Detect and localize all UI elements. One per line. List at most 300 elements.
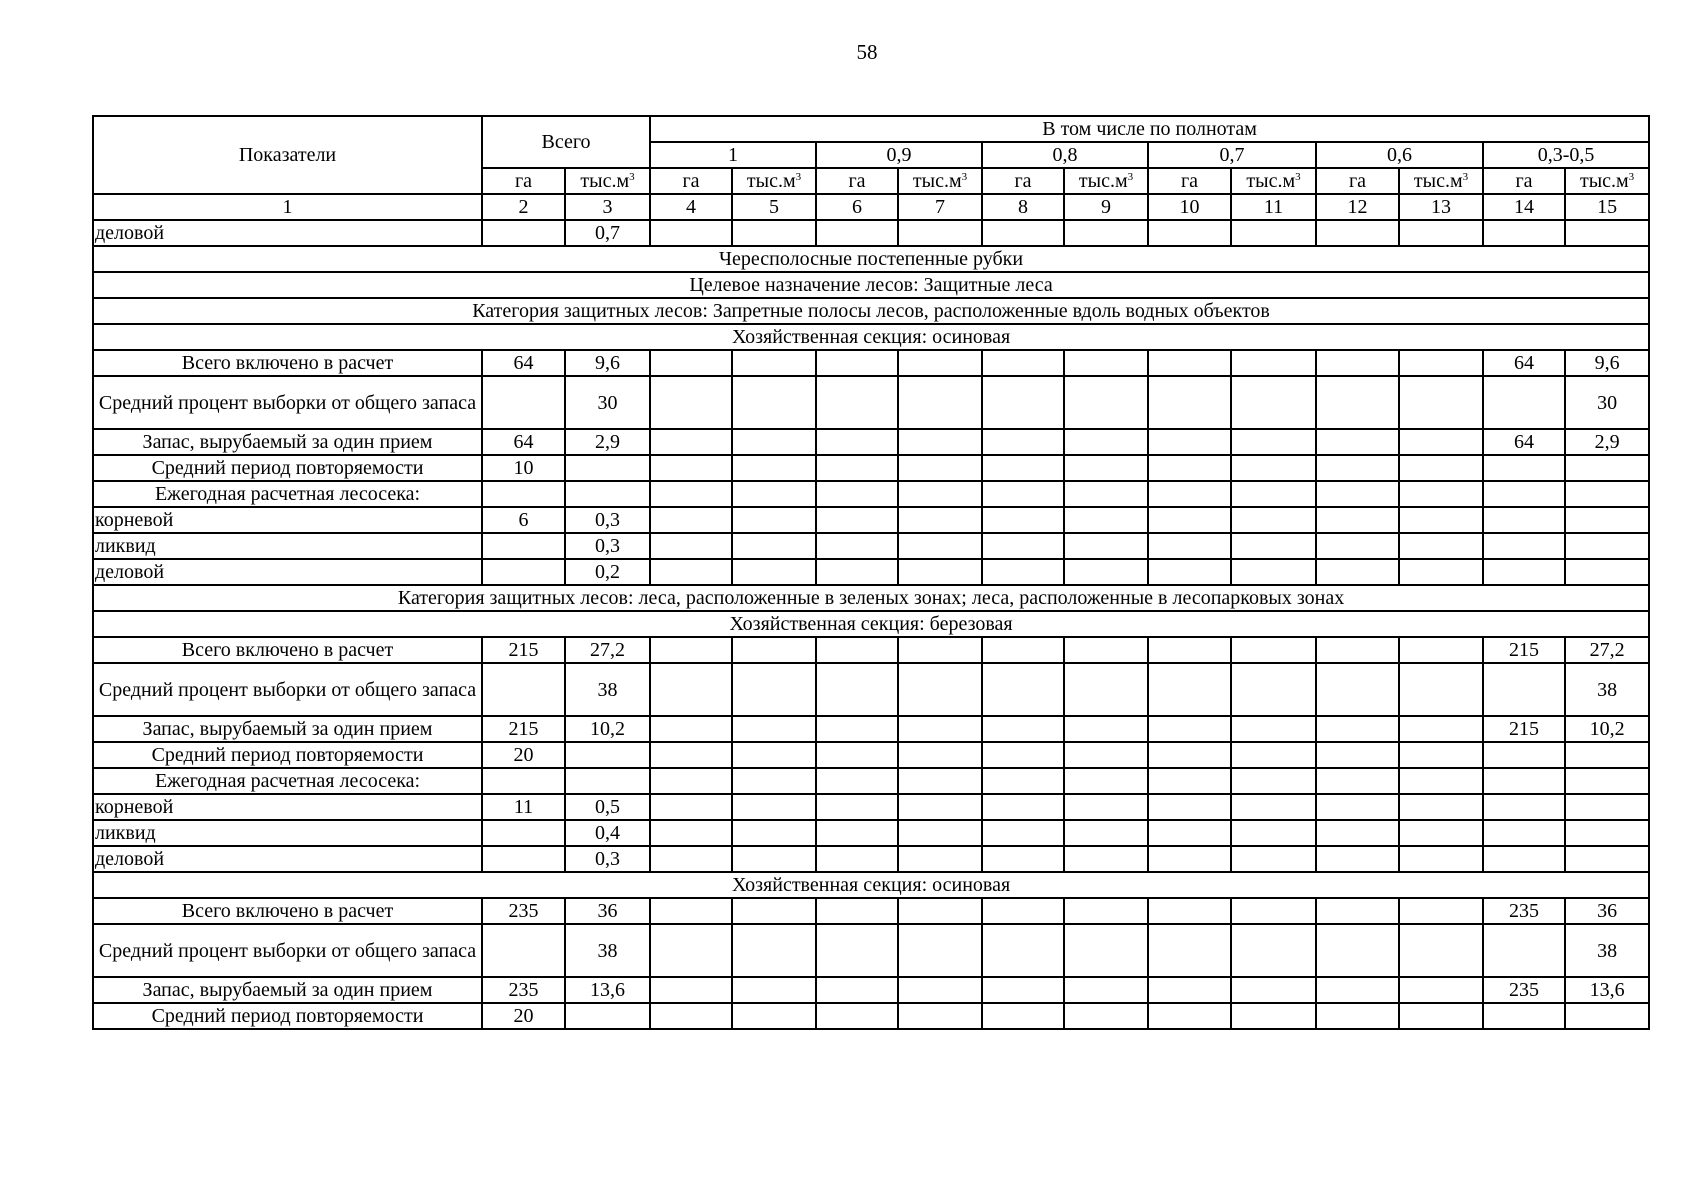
value-cell xyxy=(982,637,1064,663)
value-cell xyxy=(1148,794,1231,820)
value-cell: 64 xyxy=(482,350,565,376)
value-cell xyxy=(650,429,732,455)
table-row xyxy=(93,924,1649,977)
value-cell xyxy=(898,924,982,977)
value-cell xyxy=(1399,742,1483,768)
value-cell xyxy=(1483,924,1565,977)
table-row xyxy=(93,429,1649,455)
value-cell: 6 xyxy=(482,507,565,533)
value-cell xyxy=(650,507,732,533)
section-row xyxy=(93,611,1649,637)
value-cell xyxy=(1565,768,1649,794)
value-cell xyxy=(650,794,732,820)
column-number: 11 xyxy=(1231,194,1316,220)
value-cell xyxy=(898,663,982,716)
value-cell xyxy=(1483,768,1565,794)
unit-volume-exponent: 3 xyxy=(1462,171,1469,183)
value-cell xyxy=(898,846,982,872)
value-cell xyxy=(1064,663,1148,716)
value-cell: 38 xyxy=(1565,924,1649,977)
value-cell xyxy=(1148,350,1231,376)
value-cell xyxy=(982,768,1064,794)
table-row xyxy=(93,820,1649,846)
value-cell xyxy=(1064,376,1148,429)
value-cell xyxy=(565,768,650,794)
value-cell xyxy=(732,507,816,533)
value-cell xyxy=(816,376,898,429)
unit-ha-header: га xyxy=(482,168,565,194)
value-cell xyxy=(1231,768,1316,794)
density-header: 0,7 xyxy=(1148,142,1316,168)
value-cell xyxy=(732,637,816,663)
unit-ha-header: га xyxy=(1316,168,1399,194)
value-cell xyxy=(982,663,1064,716)
value-cell xyxy=(732,716,816,742)
value-cell xyxy=(898,977,982,1003)
value-cell xyxy=(982,559,1064,585)
indicator-label: деловой xyxy=(93,846,482,872)
value-cell xyxy=(982,898,1064,924)
value-cell xyxy=(482,820,565,846)
value-cell xyxy=(898,1003,982,1029)
value-cell xyxy=(732,376,816,429)
value-cell xyxy=(1064,846,1148,872)
value-cell xyxy=(982,924,1064,977)
unit-volume-text: тыс.м xyxy=(746,170,796,192)
value-cell xyxy=(898,376,982,429)
value-cell xyxy=(1148,898,1231,924)
value-cell: 27,2 xyxy=(1565,637,1649,663)
section-row xyxy=(93,272,1649,298)
value-cell xyxy=(482,768,565,794)
value-cell: 235 xyxy=(482,977,565,1003)
value-cell xyxy=(1231,794,1316,820)
column-number: 1 xyxy=(93,194,482,220)
column-number: 9 xyxy=(1064,194,1148,220)
value-cell xyxy=(1316,977,1399,1003)
value-cell xyxy=(732,220,816,246)
value-cell xyxy=(1316,794,1399,820)
value-cell xyxy=(1148,820,1231,846)
indicator-label: Запас, вырубаемый за один прием xyxy=(93,716,482,742)
column-number: 14 xyxy=(1483,194,1565,220)
value-cell xyxy=(650,455,732,481)
value-cell xyxy=(1483,533,1565,559)
value-cell xyxy=(565,742,650,768)
density-header: 0,8 xyxy=(982,142,1148,168)
column-number: 15 xyxy=(1565,194,1649,220)
value-cell xyxy=(898,716,982,742)
value-cell xyxy=(1316,1003,1399,1029)
value-cell xyxy=(1231,716,1316,742)
value-cell xyxy=(1316,220,1399,246)
value-cell xyxy=(1231,898,1316,924)
value-cell xyxy=(1483,846,1565,872)
value-cell xyxy=(898,481,982,507)
value-cell xyxy=(1565,481,1649,507)
value-cell xyxy=(816,481,898,507)
value-cell xyxy=(1148,481,1231,507)
indicator-label: Средний процент выборки от общего запаса xyxy=(93,924,482,977)
section-title: Хозяйственная секция: осиновая xyxy=(93,324,1649,350)
value-cell: 9,6 xyxy=(1565,350,1649,376)
column-number: 6 xyxy=(816,194,898,220)
value-cell xyxy=(1148,663,1231,716)
density-header: 0,9 xyxy=(816,142,982,168)
value-cell: 235 xyxy=(1483,977,1565,1003)
unit-volume-header xyxy=(1399,168,1483,194)
table-row xyxy=(93,898,1649,924)
value-cell xyxy=(650,742,732,768)
value-cell xyxy=(1231,1003,1316,1029)
value-cell xyxy=(816,455,898,481)
value-cell xyxy=(1399,559,1483,585)
indicator-label: деловой xyxy=(93,220,482,246)
value-cell xyxy=(1231,846,1316,872)
value-cell xyxy=(482,846,565,872)
value-cell xyxy=(1148,742,1231,768)
section-title: Чересполосные постепенные рубки xyxy=(93,246,1649,272)
unit-volume-exponent: 3 xyxy=(629,171,635,183)
value-cell xyxy=(982,455,1064,481)
value-cell xyxy=(1316,637,1399,663)
value-cell xyxy=(650,376,732,429)
column-number: 7 xyxy=(898,194,982,220)
value-cell xyxy=(1148,977,1231,1003)
value-cell xyxy=(482,559,565,585)
value-cell xyxy=(1231,350,1316,376)
value-cell: 235 xyxy=(1483,898,1565,924)
value-cell: 215 xyxy=(482,716,565,742)
value-cell xyxy=(650,716,732,742)
value-cell xyxy=(898,742,982,768)
value-cell xyxy=(1316,768,1399,794)
indicator-label: корневой xyxy=(93,507,482,533)
value-cell xyxy=(732,559,816,585)
indicator-label: Запас, вырубаемый за один прием xyxy=(93,977,482,1003)
value-cell: 30 xyxy=(565,376,650,429)
value-cell xyxy=(816,429,898,455)
value-cell xyxy=(1316,533,1399,559)
value-cell xyxy=(1148,507,1231,533)
value-cell xyxy=(1316,350,1399,376)
unit-ha-header: га xyxy=(982,168,1064,194)
value-cell xyxy=(816,924,898,977)
section-title: Целевое назначение лесов: Защитные леса xyxy=(93,272,1649,298)
value-cell xyxy=(650,559,732,585)
value-cell xyxy=(650,637,732,663)
value-cell xyxy=(1231,559,1316,585)
indicator-label: Ежегодная расчетная лесосека: xyxy=(93,768,482,794)
value-cell xyxy=(1148,429,1231,455)
value-cell xyxy=(1231,481,1316,507)
value-cell xyxy=(1399,481,1483,507)
value-cell xyxy=(650,533,732,559)
column-number: 3 xyxy=(565,194,650,220)
value-cell xyxy=(898,533,982,559)
value-cell xyxy=(1316,376,1399,429)
unit-volume-exponent: 3 xyxy=(1628,171,1635,183)
indicator-label: Средний процент выборки от общего запаса xyxy=(93,663,482,716)
indicator-label: Средний период повторяемости xyxy=(93,742,482,768)
indicator-label: ликвид xyxy=(93,533,482,559)
value-cell: 13,6 xyxy=(1565,977,1649,1003)
value-cell: 0,2 xyxy=(565,559,650,585)
value-cell xyxy=(1316,846,1399,872)
unit-volume-text: тыс.м xyxy=(1246,170,1296,192)
value-cell xyxy=(1231,924,1316,977)
value-cell: 36 xyxy=(1565,898,1649,924)
section-title: Хозяйственная секция: березовая xyxy=(93,611,1649,637)
value-cell xyxy=(898,820,982,846)
value-cell xyxy=(732,742,816,768)
value-cell xyxy=(982,507,1064,533)
unit-ha-header: га xyxy=(1483,168,1565,194)
value-cell xyxy=(482,533,565,559)
unit-volume-header xyxy=(1565,168,1649,194)
value-cell xyxy=(650,481,732,507)
section-row xyxy=(93,298,1649,324)
value-cell xyxy=(1231,637,1316,663)
section-row xyxy=(93,246,1649,272)
value-cell xyxy=(1399,376,1483,429)
table-row xyxy=(93,1003,1649,1029)
table-row xyxy=(93,376,1649,429)
value-cell xyxy=(1064,924,1148,977)
value-cell xyxy=(1231,429,1316,455)
column-number: 2 xyxy=(482,194,565,220)
value-cell xyxy=(1148,533,1231,559)
value-cell xyxy=(1316,507,1399,533)
column-number: 13 xyxy=(1399,194,1483,220)
value-cell: 10,2 xyxy=(1565,716,1649,742)
value-cell xyxy=(1064,768,1148,794)
value-cell xyxy=(1064,716,1148,742)
value-cell xyxy=(1399,663,1483,716)
value-cell xyxy=(1316,820,1399,846)
value-cell: 215 xyxy=(1483,637,1565,663)
value-cell xyxy=(732,898,816,924)
indicator-label: корневой xyxy=(93,794,482,820)
value-cell: 20 xyxy=(482,742,565,768)
header-indicators: Показатели xyxy=(93,116,482,194)
header-by-density: В том числе по полнотам xyxy=(650,116,1649,142)
value-cell xyxy=(1148,716,1231,742)
value-cell xyxy=(1399,507,1483,533)
value-cell: 0,3 xyxy=(565,846,650,872)
section-title: Хозяйственная секция: осиновая xyxy=(93,872,1649,898)
forest-cutting-table xyxy=(92,115,1650,1030)
unit-volume-header xyxy=(1064,168,1148,194)
value-cell xyxy=(898,794,982,820)
table-row xyxy=(93,220,1649,246)
value-cell xyxy=(816,559,898,585)
value-cell xyxy=(1483,376,1565,429)
value-cell xyxy=(1064,481,1148,507)
value-cell xyxy=(732,977,816,1003)
value-cell: 215 xyxy=(1483,716,1565,742)
value-cell xyxy=(898,350,982,376)
value-cell xyxy=(1399,637,1483,663)
table-row xyxy=(93,977,1649,1003)
value-cell xyxy=(1399,924,1483,977)
value-cell xyxy=(1064,977,1148,1003)
unit-volume-header xyxy=(1231,168,1316,194)
value-cell xyxy=(816,742,898,768)
value-cell xyxy=(1148,220,1231,246)
indicator-label: Средний период повторяемости xyxy=(93,1003,482,1029)
value-cell: 215 xyxy=(482,637,565,663)
unit-volume-text: тыс.м xyxy=(1413,170,1463,192)
value-cell: 10 xyxy=(482,455,565,481)
indicator-label: Всего включено в расчет xyxy=(93,637,482,663)
value-cell xyxy=(898,559,982,585)
section-title: Категория защитных лесов: Запретные полосы лесов, расположенные вдоль водных объектов xyxy=(93,298,1649,324)
value-cell xyxy=(650,663,732,716)
value-cell: 36 xyxy=(565,898,650,924)
value-cell xyxy=(982,977,1064,1003)
value-cell xyxy=(732,794,816,820)
unit-volume-exponent: 3 xyxy=(1127,171,1134,183)
value-cell xyxy=(1148,1003,1231,1029)
value-cell xyxy=(1148,559,1231,585)
value-cell: 235 xyxy=(482,898,565,924)
density-header: 0,6 xyxy=(1316,142,1483,168)
value-cell xyxy=(732,820,816,846)
value-cell xyxy=(1399,350,1483,376)
indicator-label: Всего включено в расчет xyxy=(93,898,482,924)
value-cell xyxy=(1483,455,1565,481)
value-cell xyxy=(1064,507,1148,533)
value-cell xyxy=(732,533,816,559)
column-number: 12 xyxy=(1316,194,1399,220)
value-cell xyxy=(816,768,898,794)
value-cell xyxy=(816,533,898,559)
value-cell xyxy=(1483,507,1565,533)
value-cell: 2,9 xyxy=(1565,429,1649,455)
table-row xyxy=(93,533,1649,559)
value-cell xyxy=(1565,820,1649,846)
value-cell xyxy=(1231,820,1316,846)
value-cell xyxy=(1231,977,1316,1003)
table-row xyxy=(93,559,1649,585)
value-cell xyxy=(1064,350,1148,376)
indicator-label: деловой xyxy=(93,559,482,585)
value-cell: 64 xyxy=(1483,350,1565,376)
value-cell xyxy=(732,768,816,794)
value-cell xyxy=(732,846,816,872)
value-cell xyxy=(1399,455,1483,481)
value-cell xyxy=(732,481,816,507)
value-cell xyxy=(1565,455,1649,481)
value-cell xyxy=(650,924,732,977)
value-cell xyxy=(816,794,898,820)
value-cell xyxy=(816,820,898,846)
table-row xyxy=(93,768,1649,794)
value-cell: 0,3 xyxy=(565,507,650,533)
value-cell xyxy=(1231,455,1316,481)
value-cell xyxy=(982,429,1064,455)
value-cell xyxy=(1399,1003,1483,1029)
table-row xyxy=(93,350,1649,376)
value-cell xyxy=(982,220,1064,246)
value-cell xyxy=(898,429,982,455)
value-cell xyxy=(816,637,898,663)
value-cell xyxy=(816,220,898,246)
value-cell xyxy=(898,220,982,246)
value-cell xyxy=(482,924,565,977)
value-cell xyxy=(1231,220,1316,246)
unit-volume-exponent: 3 xyxy=(795,171,802,183)
value-cell xyxy=(1483,559,1565,585)
indicator-label: Запас, вырубаемый за один прием xyxy=(93,429,482,455)
value-cell xyxy=(1483,820,1565,846)
section-row xyxy=(93,585,1649,611)
value-cell xyxy=(732,455,816,481)
unit-ha-header: га xyxy=(650,168,732,194)
value-cell xyxy=(898,507,982,533)
value-cell xyxy=(1316,559,1399,585)
value-cell: 13,6 xyxy=(565,977,650,1003)
value-cell xyxy=(982,350,1064,376)
column-number: 5 xyxy=(732,194,816,220)
value-cell xyxy=(1399,846,1483,872)
unit-ha-header: га xyxy=(816,168,898,194)
table-row xyxy=(93,455,1649,481)
value-cell: 0,7 xyxy=(565,220,650,246)
value-cell: 0,4 xyxy=(565,820,650,846)
table-body xyxy=(93,220,1649,1029)
value-cell xyxy=(1399,898,1483,924)
value-cell: 30 xyxy=(1565,376,1649,429)
table-row xyxy=(93,742,1649,768)
value-cell xyxy=(1399,820,1483,846)
value-cell xyxy=(1064,1003,1148,1029)
section-row xyxy=(93,872,1649,898)
table-row xyxy=(93,637,1649,663)
value-cell xyxy=(1483,1003,1565,1029)
value-cell xyxy=(1565,794,1649,820)
value-cell xyxy=(732,1003,816,1029)
value-cell xyxy=(1064,559,1148,585)
page-number: 58 xyxy=(856,40,878,64)
value-cell xyxy=(1565,742,1649,768)
value-cell xyxy=(650,220,732,246)
value-cell xyxy=(650,846,732,872)
header-total: Всего xyxy=(482,116,650,168)
value-cell xyxy=(816,846,898,872)
unit-ha-header: га xyxy=(1148,168,1231,194)
table-row xyxy=(93,846,1649,872)
value-cell xyxy=(1064,794,1148,820)
value-cell xyxy=(816,716,898,742)
value-cell xyxy=(1064,220,1148,246)
indicator-label: Средний процент выборки от общего запаса xyxy=(93,376,482,429)
value-cell xyxy=(1316,716,1399,742)
value-cell xyxy=(1064,820,1148,846)
value-cell xyxy=(1483,663,1565,716)
value-cell xyxy=(982,376,1064,429)
value-cell xyxy=(1231,507,1316,533)
value-cell xyxy=(1064,742,1148,768)
value-cell xyxy=(1148,455,1231,481)
value-cell xyxy=(482,376,565,429)
value-cell xyxy=(482,220,565,246)
value-cell xyxy=(565,481,650,507)
table-row xyxy=(93,663,1649,716)
value-cell: 10,2 xyxy=(565,716,650,742)
value-cell xyxy=(1316,663,1399,716)
